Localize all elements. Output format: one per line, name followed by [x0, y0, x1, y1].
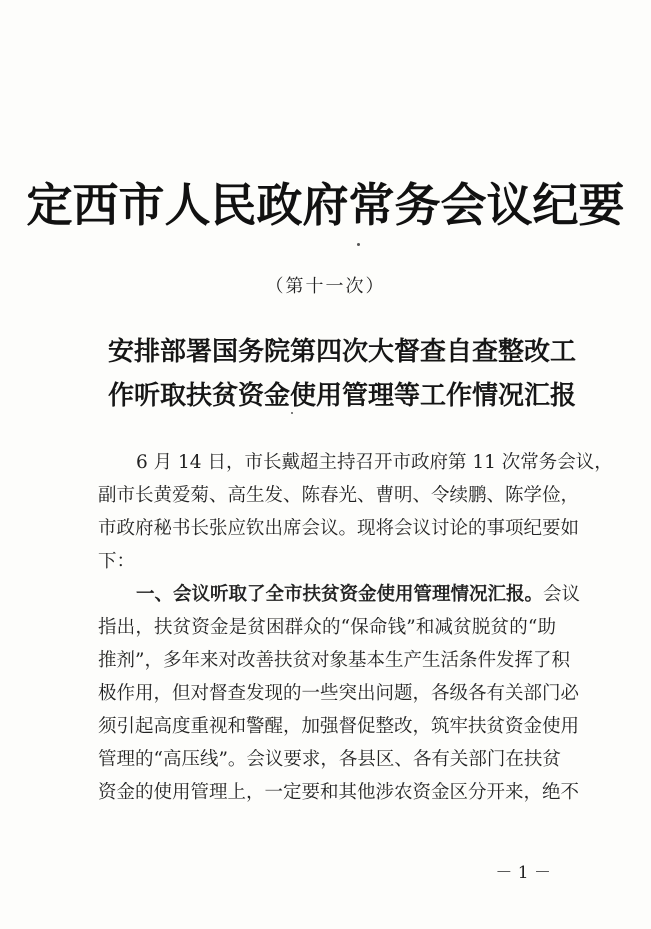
paragraph-section-one — [98, 578, 581, 809]
body-line: 下： — [98, 551, 136, 572]
body-text-fragment: 会议 — [543, 584, 581, 605]
scan-speck — [357, 243, 360, 246]
body-line: 推剂”，多年来对改善扶贫对象基本生产生活条件发挥了积 — [98, 650, 570, 671]
body-line: 6 月 14 日，市长戴超主持召开市政府第 11 次常务会议， — [136, 452, 613, 473]
body-line: 极作用，但对督查发现的一些突出问题，各级各有关部门必 — [98, 683, 580, 704]
session-number: （第十一次） — [265, 276, 386, 297]
paragraph-intro — [98, 446, 613, 578]
page-number-text: － 1 － — [495, 863, 551, 883]
body-line: 须引起高度重视和警醒，加强督促整改，筑牢扶贫资金使用 — [98, 716, 580, 737]
document-body — [98, 446, 613, 809]
body-line: 副市长黄爱菊、高生发、陈春光、曹明、令续鹏、陈学俭， — [98, 485, 580, 506]
section-heading: 一、会议听取了全市扶贫资金使用管理情况汇报。 — [136, 584, 544, 605]
scan-speck — [291, 412, 293, 414]
subtitle-line: 作听取扶贫资金使用管理等工作情况汇报 — [108, 381, 577, 411]
subtitle-line: 安排部署国务院第四次大督查自查整改工 — [108, 337, 577, 367]
document-title: 定西市人民政府常务会议纪要 — [26, 178, 625, 232]
body-line: 指出，扶贫资金是贫困群众的“保命钱”和减贫脱贫的“助 — [98, 617, 556, 638]
body-line: 市政府秘书长张应钦出席会议。现将会议讨论的事项纪要如 — [98, 518, 580, 539]
document-subtitle — [108, 330, 577, 418]
body-line: 资金的使用管理上，一定要和其他涉农资金区分开来，绝不 — [98, 782, 580, 803]
body-line — [98, 578, 581, 611]
body-line: 管理的“高压线”。会议要求，各县区、各有关部门在扶贫 — [98, 749, 561, 770]
